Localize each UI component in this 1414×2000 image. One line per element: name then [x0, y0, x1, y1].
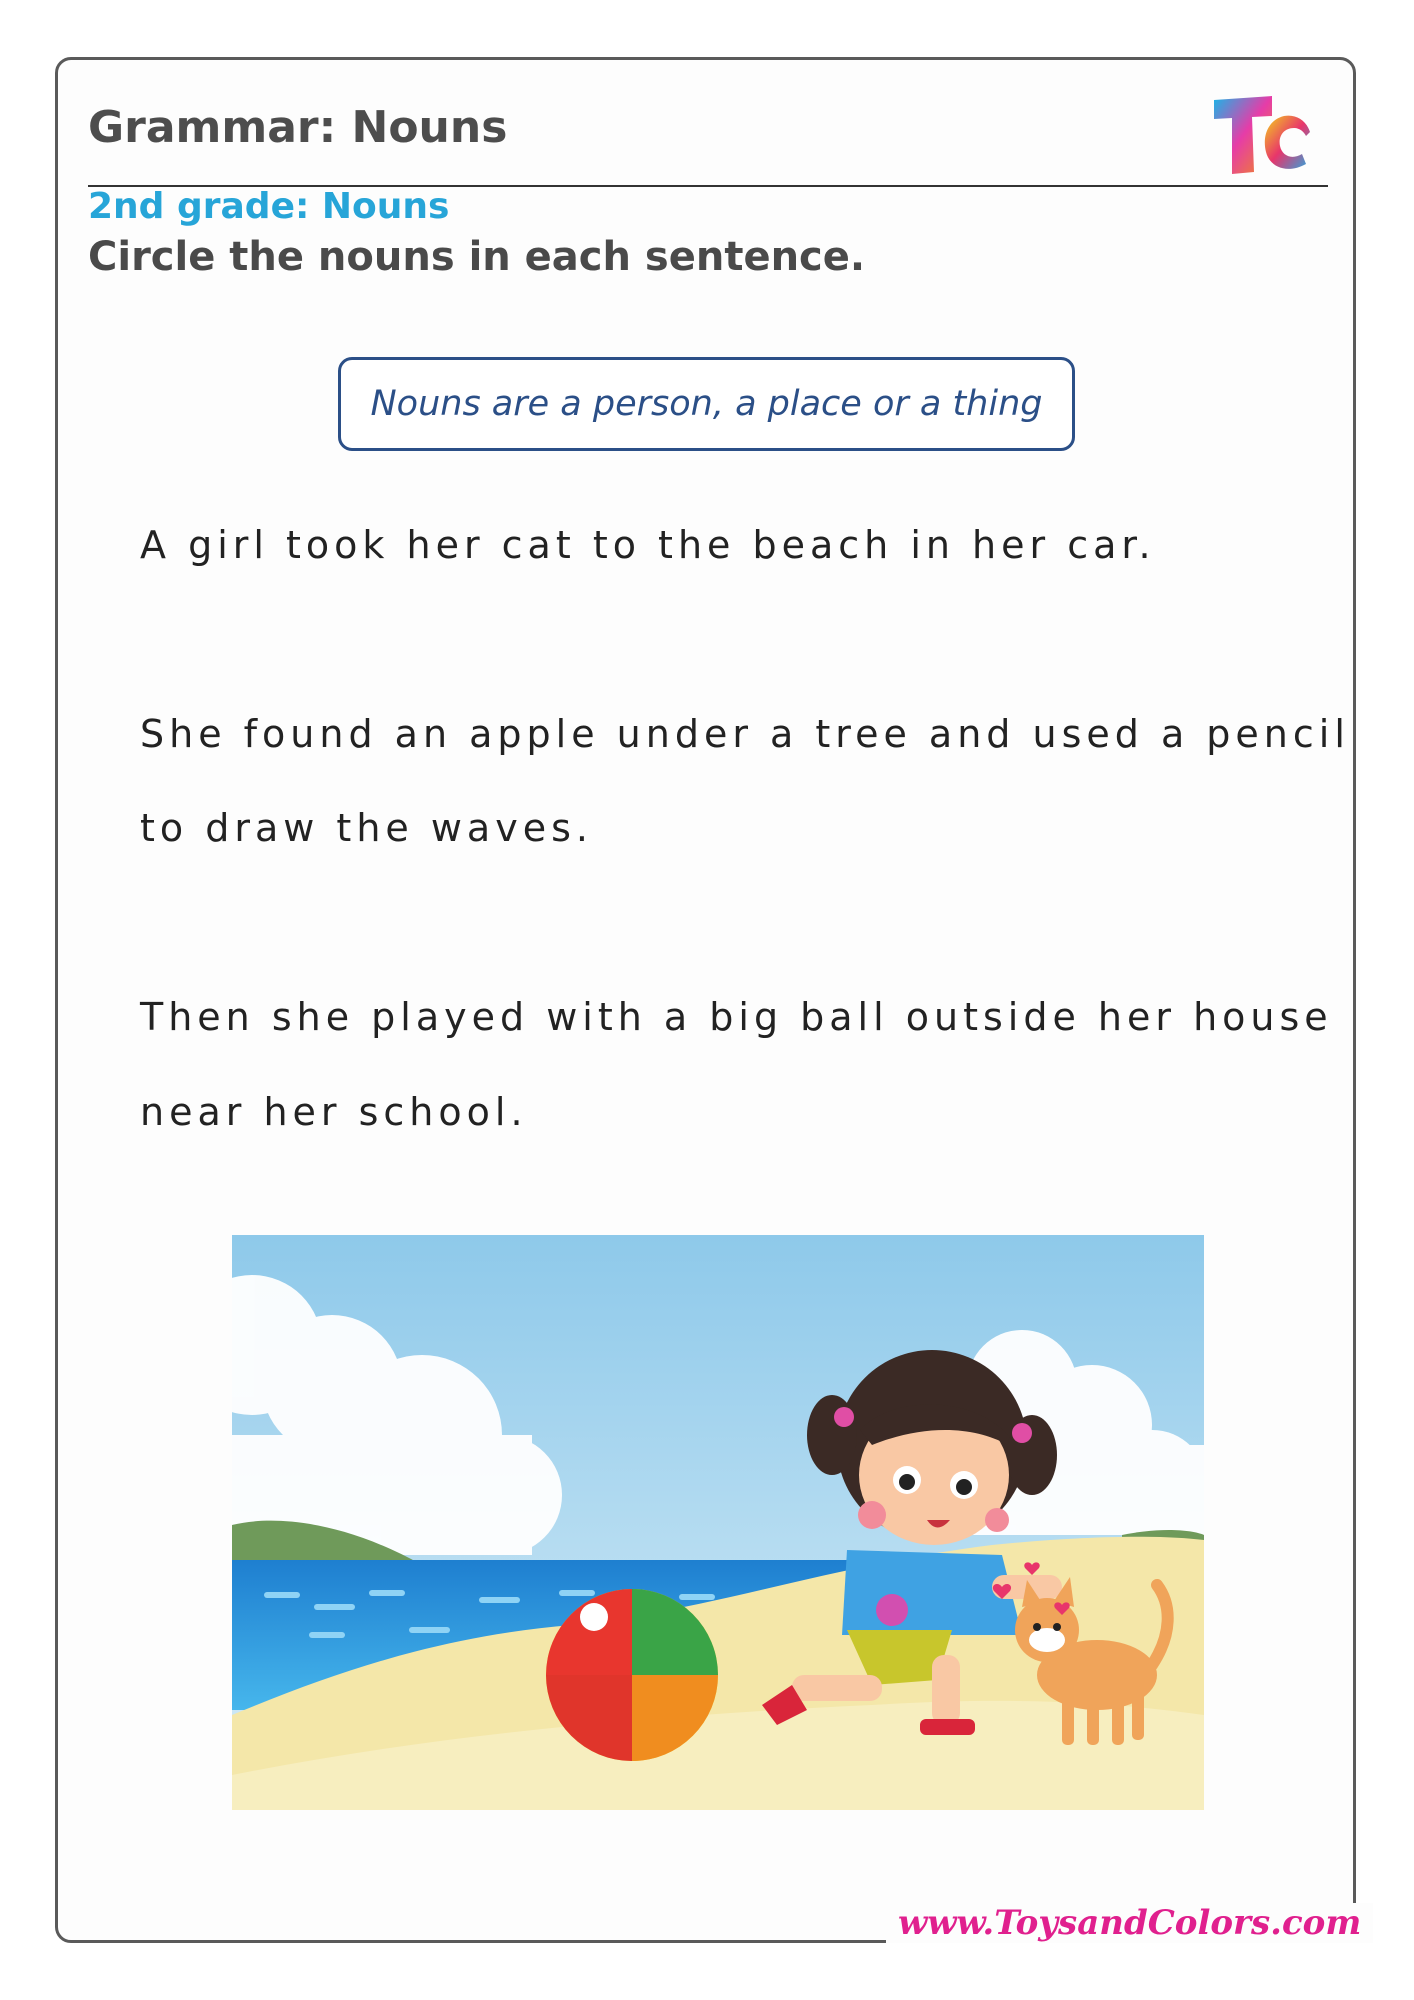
- page-title: Grammar: Nouns: [88, 102, 508, 153]
- instructions: Circle the nouns in each sentence.: [88, 234, 866, 280]
- definition-text: Nouns are a person, a place or a thing: [370, 384, 1043, 424]
- sentence-2-line-1: She found an apple under a tree and used a pencil: [140, 712, 1350, 756]
- sentence-2-line-2: to draw the waves.: [140, 806, 593, 850]
- sentence-3-line-2: near her school.: [140, 1090, 528, 1134]
- definition-box: [338, 357, 1075, 451]
- grade-label: 2nd grade: Nouns: [88, 186, 450, 227]
- sentence-3-line-1: Then she played with a big ball outside her house: [140, 995, 1333, 1039]
- toys-and-colors-logo: [1210, 92, 1320, 182]
- beach-scene-illustration: [232, 1235, 1204, 1810]
- beach-ball: [546, 1589, 718, 1761]
- sentence-1: A girl took her cat to the beach in her car.: [140, 523, 1156, 567]
- footer-url[interactable]: www.ToysandColors.com: [886, 1903, 1373, 1943]
